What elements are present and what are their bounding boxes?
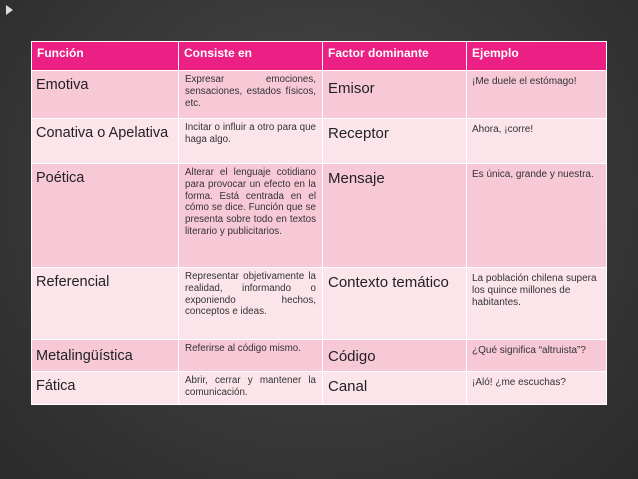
cell-consiste: Incitar o influir a otro para que haga algo. — [179, 119, 323, 164]
cell-funcion: Metalingüística — [32, 340, 179, 372]
cell-factor: Receptor — [323, 119, 467, 164]
slide-bullet-arrow-icon — [6, 5, 13, 15]
language-functions-table — [31, 41, 607, 405]
cell-consiste: Alterar el lenguaje cotidiano para provocar un efecto en la forma. Está centrada en el cómo se dice. Función que se presenta sobre todo en textos literario y publicitarios. — [179, 164, 323, 268]
cell-ejemplo: ¡Me duele el estómago! — [467, 71, 607, 119]
cell-funcion: Poética — [32, 164, 179, 268]
table-row — [32, 164, 607, 268]
cell-factor: Canal — [323, 372, 467, 405]
header-consiste: Consiste en — [179, 42, 323, 71]
cell-consiste: Representar objetivamente la realidad, informando o exponiendo hechos, conceptos e ideas. — [179, 268, 323, 340]
table-row — [32, 340, 607, 372]
cell-ejemplo: Es única, grande y nuestra. — [467, 164, 607, 268]
cell-ejemplo: Ahora, ¡corre! — [467, 119, 607, 164]
cell-consiste: Expresar emociones, sensaciones, estados físicos, etc. — [179, 71, 323, 119]
table-row — [32, 372, 607, 405]
cell-factor: Mensaje — [323, 164, 467, 268]
cell-factor: Contexto temático — [323, 268, 467, 340]
table-row — [32, 268, 607, 340]
cell-ejemplo: ¿Qué significa “altruista”? — [467, 340, 607, 372]
header-factor: Factor dominante — [323, 42, 467, 71]
cell-funcion: Conativa o Apelativa — [32, 119, 179, 164]
cell-funcion: Emotiva — [32, 71, 179, 119]
table-row — [32, 119, 607, 164]
cell-ejemplo: ¡Aló! ¿me escuchas? — [467, 372, 607, 405]
cell-consiste: Abrir, cerrar y mantener la comunicación. — [179, 372, 323, 405]
header-ejemplo: Ejemplo — [467, 42, 607, 71]
cell-factor: Emisor — [323, 71, 467, 119]
cell-factor: Código — [323, 340, 467, 372]
cell-funcion: Fática — [32, 372, 179, 405]
table-header-row — [32, 42, 607, 71]
header-funcion: Función — [32, 42, 179, 71]
cell-ejemplo: La población chilena supera los quince millones de habitantes. — [467, 268, 607, 340]
cell-consiste: Referirse al código mismo. — [179, 340, 323, 372]
table-row — [32, 71, 607, 119]
cell-funcion: Referencial — [32, 268, 179, 340]
